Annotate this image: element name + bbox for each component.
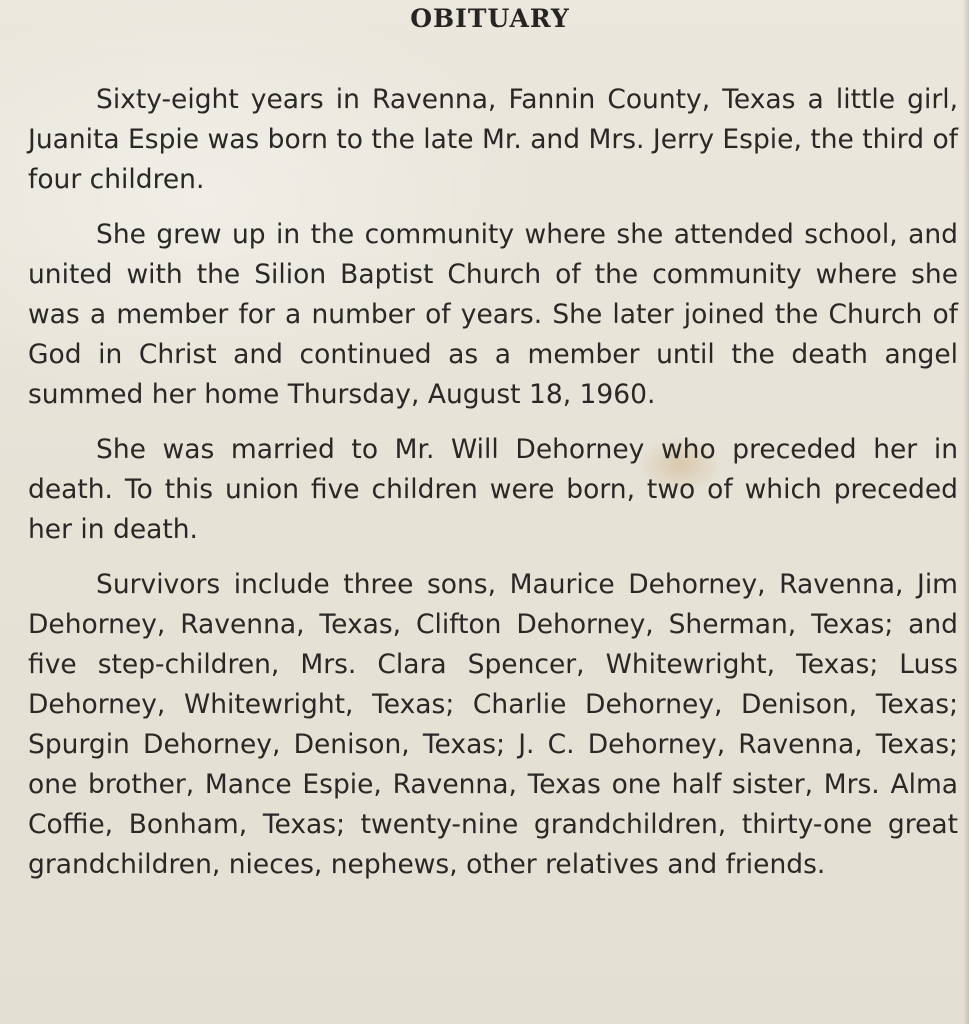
obituary-title: OBITUARY: [410, 4, 570, 33]
paragraph-survivors: Survivors include three sons, Maurice Dehorney, Ravenna, Jim Dehorney, Ravenna, Texas, Clifton Dehorney, Sherman, Texas; and five step-children, Mrs. Clara Spencer, Whitewright, Texas; Luss Dehorney, Whitewright, Texas; Charlie Dehorney, Denison, Texas; Spurgin Dehorney, Denison, Texas; J. C. Dehorney, Ravenna, Texas; one brother, Mance Espie, Ravenna, Texas one half sister, Mrs. Alma Coffie, Bonham, Texas; twenty-nine grandchildren, thirty-one great grandchildren, nieces, nephews, other relatives and friends.: [28, 569, 958, 880]
obituary-body: [28, 80, 958, 900]
paper-edge-shadow: [963, 0, 969, 1024]
paragraph-church: She grew up in the community where she attended school, and united with the Silion Baptist Church of the community where she was a member for a number of years. She later joined the Church of God in Christ and continued as a member until the death angel summed her home Thursday, August 18, 1960.: [28, 219, 958, 410]
paragraph-marriage: She was married to Mr. Will Dehorney who preceded her in death. To this union five children were born, two of which preceded her in death.: [28, 434, 958, 545]
paragraph-birth: Sixty-eight years in Ravenna, Fannin County, Texas a little girl, Juanita Espie was born to the late Mr. and Mrs. Jerry Espie, the third of four children.: [28, 84, 958, 195]
